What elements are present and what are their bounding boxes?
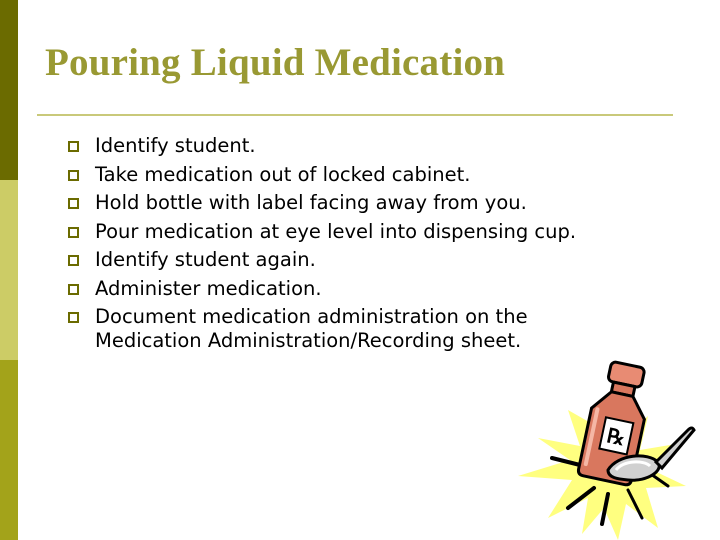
bullet-list [68, 134, 643, 357]
bullet-item [68, 220, 643, 244]
rx-label: ℞ [604, 423, 628, 451]
square-bullet-icon [68, 284, 79, 295]
bullet-item [68, 248, 643, 272]
square-bullet-icon [68, 170, 79, 181]
square-bullet-icon [68, 312, 79, 323]
slide-title: Pouring Liquid Medication [45, 41, 506, 84]
bullet-text: Pour medication at eye level into dispensing cup. [95, 219, 577, 243]
title-divider [37, 114, 673, 116]
side-bar-top [0, 0, 18, 180]
bullet-text: Administer medication. [95, 276, 322, 300]
square-bullet-icon [68, 255, 79, 266]
square-bullet-icon [68, 198, 79, 209]
side-bar-bottom [0, 360, 18, 540]
bullet-text: Take medication out of locked cabinet. [95, 162, 471, 186]
bullet-item [68, 134, 643, 158]
bullet-item [68, 191, 643, 215]
bullet-text: Document medication administration on the Medication Administration/Recording sheet. [95, 305, 528, 352]
bullet-item [68, 163, 643, 187]
bullet-item [68, 277, 643, 301]
side-bar-middle [0, 180, 18, 360]
medicine-bottle-spoon-icon [508, 358, 708, 540]
square-bullet-icon [68, 227, 79, 238]
bullet-text: Hold bottle with label facing away from you. [95, 191, 527, 214]
bullet-item [68, 305, 643, 352]
bullet-text: Identify student again. [95, 248, 316, 271]
square-bullet-icon [68, 141, 79, 152]
bullet-text: Identify student. [95, 134, 256, 157]
